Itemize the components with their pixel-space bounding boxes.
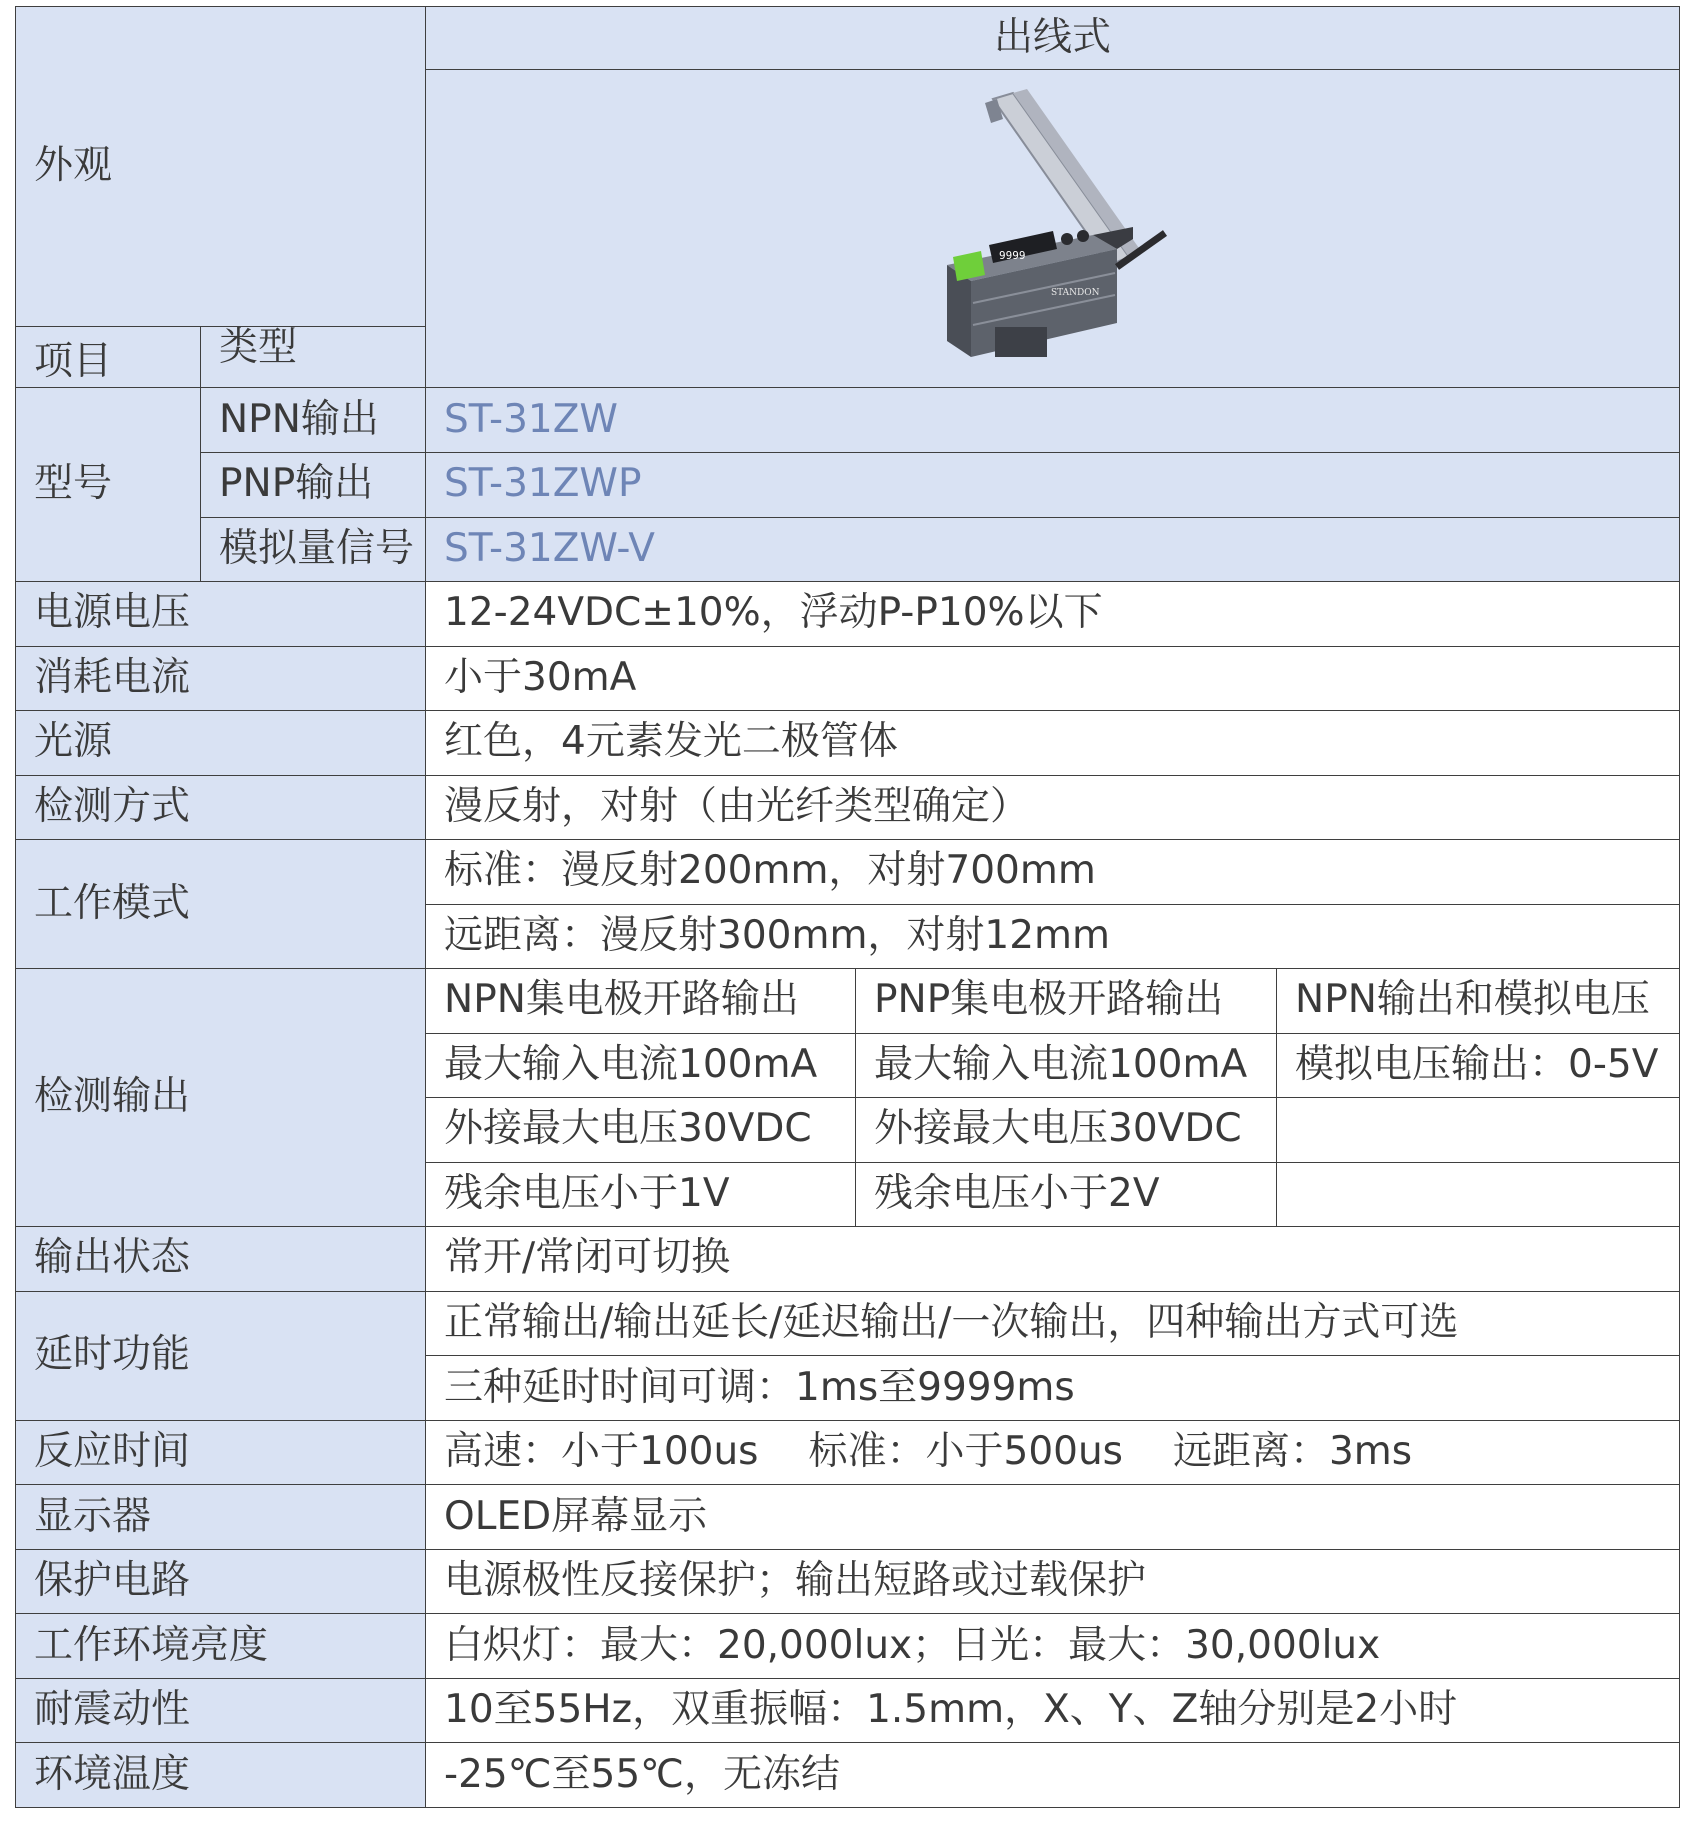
output-cell: 外接最大电压30VDC <box>426 1098 856 1163</box>
response-standard: 标准：小于500us <box>808 1429 1123 1475</box>
spec-label: 检测输出 <box>16 969 426 1227</box>
response-time-values <box>426 1420 1680 1485</box>
spec-label: 工作环境亮度 <box>16 1614 426 1679</box>
type-label: 类型 <box>201 327 426 388</box>
model-number-pnp: ST-31ZWP <box>426 452 1680 517</box>
spec-value: 小于30mA <box>426 646 1680 711</box>
output-cell: 残余电压小于1V <box>426 1162 856 1227</box>
output-cell <box>1277 1162 1680 1227</box>
output-cell: 外接最大电压30VDC <box>856 1098 1277 1163</box>
spec-label: 消耗电流 <box>16 646 426 711</box>
spec-value: OLED屏幕显示 <box>426 1485 1680 1550</box>
model-label: 型号 <box>16 388 201 582</box>
output-cell: NPN输出和模拟电压 <box>1277 969 1680 1034</box>
model-type-pnp: PNP输出 <box>201 452 426 517</box>
model-number-npn: ST-31ZW <box>426 388 1680 453</box>
spec-value: 10至55Hz，双重振幅：1.5mm，X、Y、Z轴分别是2小时 <box>426 1678 1680 1743</box>
spec-value: 正常输出/输出延长/延迟输出/一次输出，四种输出方式可选 <box>426 1291 1680 1356</box>
spec-value: 电源极性反接保护；输出短路或过载保护 <box>426 1549 1680 1614</box>
spec-label: 保护电路 <box>16 1549 426 1614</box>
spec-label: 光源 <box>16 711 426 776</box>
spec-value: 常开/常闭可切换 <box>426 1227 1680 1292</box>
spec-label: 电源电压 <box>16 582 426 647</box>
output-cell: 模拟电压输出：0-5V <box>1277 1033 1680 1098</box>
model-type-analog: 模拟量信号 <box>201 517 426 582</box>
spec-label: 显示器 <box>16 1485 426 1550</box>
output-cell: NPN集电极开路输出 <box>426 969 856 1034</box>
output-cell: 残余电压小于2V <box>856 1162 1277 1227</box>
display-reading: 9999 <box>998 248 1026 262</box>
spec-value: 标准：漫反射200mm，对射700mm <box>426 840 1680 905</box>
variant-title: 出线式 <box>426 7 1680 70</box>
item-label: 项目 <box>16 327 201 388</box>
spec-label: 环境温度 <box>16 1743 426 1808</box>
model-number-analog: ST-31ZW-V <box>426 517 1680 582</box>
product-photo <box>426 70 1680 388</box>
spec-label: 检测方式 <box>16 775 426 840</box>
fiber-amplifier-sensor-icon <box>933 89 1173 369</box>
spec-value: 漫反射，对射（由光纤类型确定） <box>426 775 1680 840</box>
response-long-range: 远距离：3ms <box>1172 1429 1413 1475</box>
spec-value: 三种延时时间可调：1ms至9999ms <box>426 1356 1680 1421</box>
output-cell: 最大输入电流100mA <box>856 1033 1277 1098</box>
output-cell <box>1277 1098 1680 1163</box>
brand-mark: STANDON <box>1050 287 1100 298</box>
model-type-npn: NPN输出 <box>201 388 426 453</box>
spec-value: 白炽灯：最大：20,000lux；日光：最大：30,000lux <box>426 1614 1680 1679</box>
spec-value: 远距离：漫反射300mm，对射12mm <box>426 904 1680 969</box>
spec-label: 反应时间 <box>16 1420 426 1485</box>
spec-value: -25℃至55℃，无冻结 <box>426 1743 1680 1808</box>
appearance-label: 外观 <box>16 7 426 327</box>
spec-table <box>15 6 1680 1808</box>
output-cell: PNP集电极开路输出 <box>856 969 1277 1034</box>
spec-value: 红色，4元素发光二极管体 <box>426 711 1680 776</box>
spec-label: 耐震动性 <box>16 1678 426 1743</box>
spec-label: 延时功能 <box>16 1291 426 1420</box>
response-high-speed: 高速：小于100us <box>444 1429 759 1475</box>
output-cell: 最大输入电流100mA <box>426 1033 856 1098</box>
spec-value: 12-24VDC±10%，浮动P-P10%以下 <box>426 582 1680 647</box>
spec-label: 工作模式 <box>16 840 426 969</box>
spec-label: 输出状态 <box>16 1227 426 1292</box>
